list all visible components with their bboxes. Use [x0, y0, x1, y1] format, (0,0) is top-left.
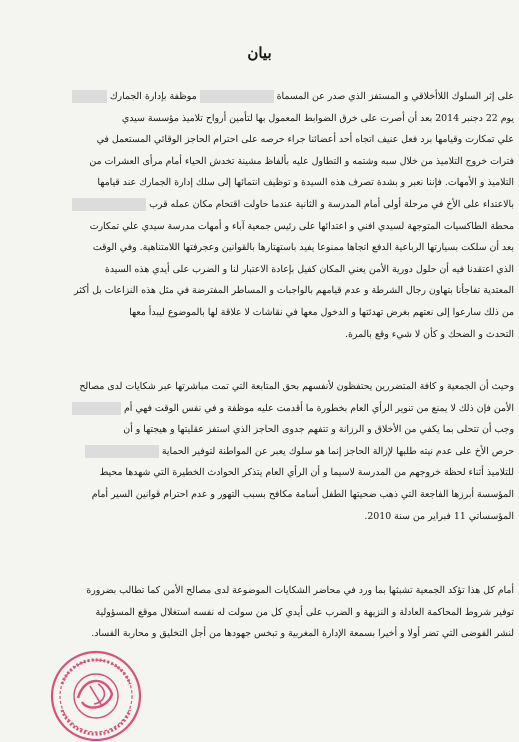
paragraph-3: [72, 580, 514, 645]
text-line: بالاعتداء على الأخ في مرحلة أولى أمام المدرسة و الثانية عندما حاولت اقتحام مكان عمله قرب: [72, 194, 514, 216]
text-line: علي تمكارت وقيامها برد فعل عنيف اتجاه أحد أعضائنا جراء حرصه على احترام الحاجز الوقائي المستعمل في: [96, 134, 514, 146]
text-line: المؤسسة أبرزها الفاجعة التي ذهب ضحيتها الطفل أسامة مكافح بسبب التهور و عدم احترام قوانين السير أمام: [91, 488, 514, 500]
text-line: يوم 22 دجنبر 2014 بعد أن أصرت على خرق الضوابط المعمول بها لتأمين أرواح تلاميذ مؤسسة سيدي: [121, 112, 514, 124]
text-line: على إثر السلوك اللاأخلاقي و المستفز الذي صدر عن المسماةموظفة بإدارة الجمارك: [72, 86, 514, 108]
text-line: لنشر الفوضى التي تضر أولا و أخيرا بسمعة الإدارة المغربية و تبخس جهودها من أجل التخليق و محاربة الفساد.: [91, 628, 514, 640]
text-line: من ذلك سارعوا إلى نعتهم بغرض تهدئتها و الدخول معها في نقاشات لا علاقة لها بالموضوع ليبدأ معها: [129, 306, 514, 318]
text-line: بعد أن سلكت بسيارتها الرباعية الدفع اتجاها ممنوعا يفيد باستهتارها بالقوانين وعجرفتها اللامتناهية. وفي الوقت: [92, 242, 514, 254]
text-line: للتلاميذ أثناء لحظة خروجهم من المدرسة لاسيما و أن الرأي العام يتذكر الحوادث الخطيرة التي شهدها محيط: [99, 467, 514, 479]
text-line: الأمن فإن ذلك لا يمنع من تنوير الرأي العام بخطورة ما أقدمت عليه موظفة و في نفس الوقت فهي أم: [72, 398, 514, 420]
paragraph-2: [72, 376, 514, 527]
text-line: توفير شروط المحاكمة العادلة و النزيهة و الضرب على أيدي كل من سولت له نفسه استغلال موقع المسؤولية: [95, 606, 514, 618]
association-stamp: [48, 646, 144, 742]
paragraph-1: [72, 86, 514, 345]
text-line: المعتدية تفاجأنا بتهاون رجال الشرطة و عدم قيامهم بالواجبات و المساطر المفترضة في مثل هذه النزاعات بل أكثر: [74, 285, 514, 297]
text-line: وجب أن تتحلى بما يكفي من الأخلاق و الرزانة و تتفهم جدوى الحاجز الذي استفز عقليتها و هيجتها و أن: [123, 424, 514, 436]
redacted-name: [72, 198, 146, 211]
document-title: بيان: [247, 44, 272, 62]
text-line: المؤسساتي 11 فبراير من سنة 2010.: [364, 510, 514, 522]
redacted-name: [72, 402, 121, 415]
text-line: وحيث أن الجمعية و كافة المتضررين يحتفظون لأنفسهم بحق المتابعة التي تمت مباشرتها عبر شكايات لدى مصالح: [79, 381, 514, 392]
text-line: التحدث و الضحك و كأن لا شيء وقع بالمرة.: [345, 328, 514, 340]
text-line: حرص الأخ على عدم نيته طلبها لإزالة الحاجز إنما هو سلوك يعبر عن المواطنة لتوفير الحماية: [72, 441, 514, 463]
text-line: الذي اعتقدنا فيه أن حلول دورية الأمن يعني المكان كفيل بإعادة الاعتبار لنا و الضرب على أيدي هذه السيدة: [104, 263, 514, 275]
redacted-name: [72, 90, 107, 103]
redacted-name: [200, 90, 274, 103]
redacted-name: [85, 445, 159, 458]
text-line: محطة الطاكسيات المتوجهة لسيدي افني و اعتدائها على رئيس جمعية آباء و أمهات مدرسة سيدي علي تمكارت: [89, 220, 514, 232]
text-line: التلاميذ و الأمهات. فإننا نعبر و بشدة تصرف هذه السيدة و توظيف انتمائها إلى سلك إدارة الجمارك عند قيامها: [97, 177, 514, 189]
text-line: فترات خروج التلاميذ من خلال سبه وشتمه و التطاول عليه بألفاظ مشينة تخدش الحياء أمام مرأى العشرات من: [89, 155, 514, 167]
text-line: أمام كل هذا تؤكد الجمعية تشبثها بما ورد في محاضر الشكايات الموضوعة لدى مصالح الأمن كما تطالب بضرورة: [86, 585, 514, 596]
